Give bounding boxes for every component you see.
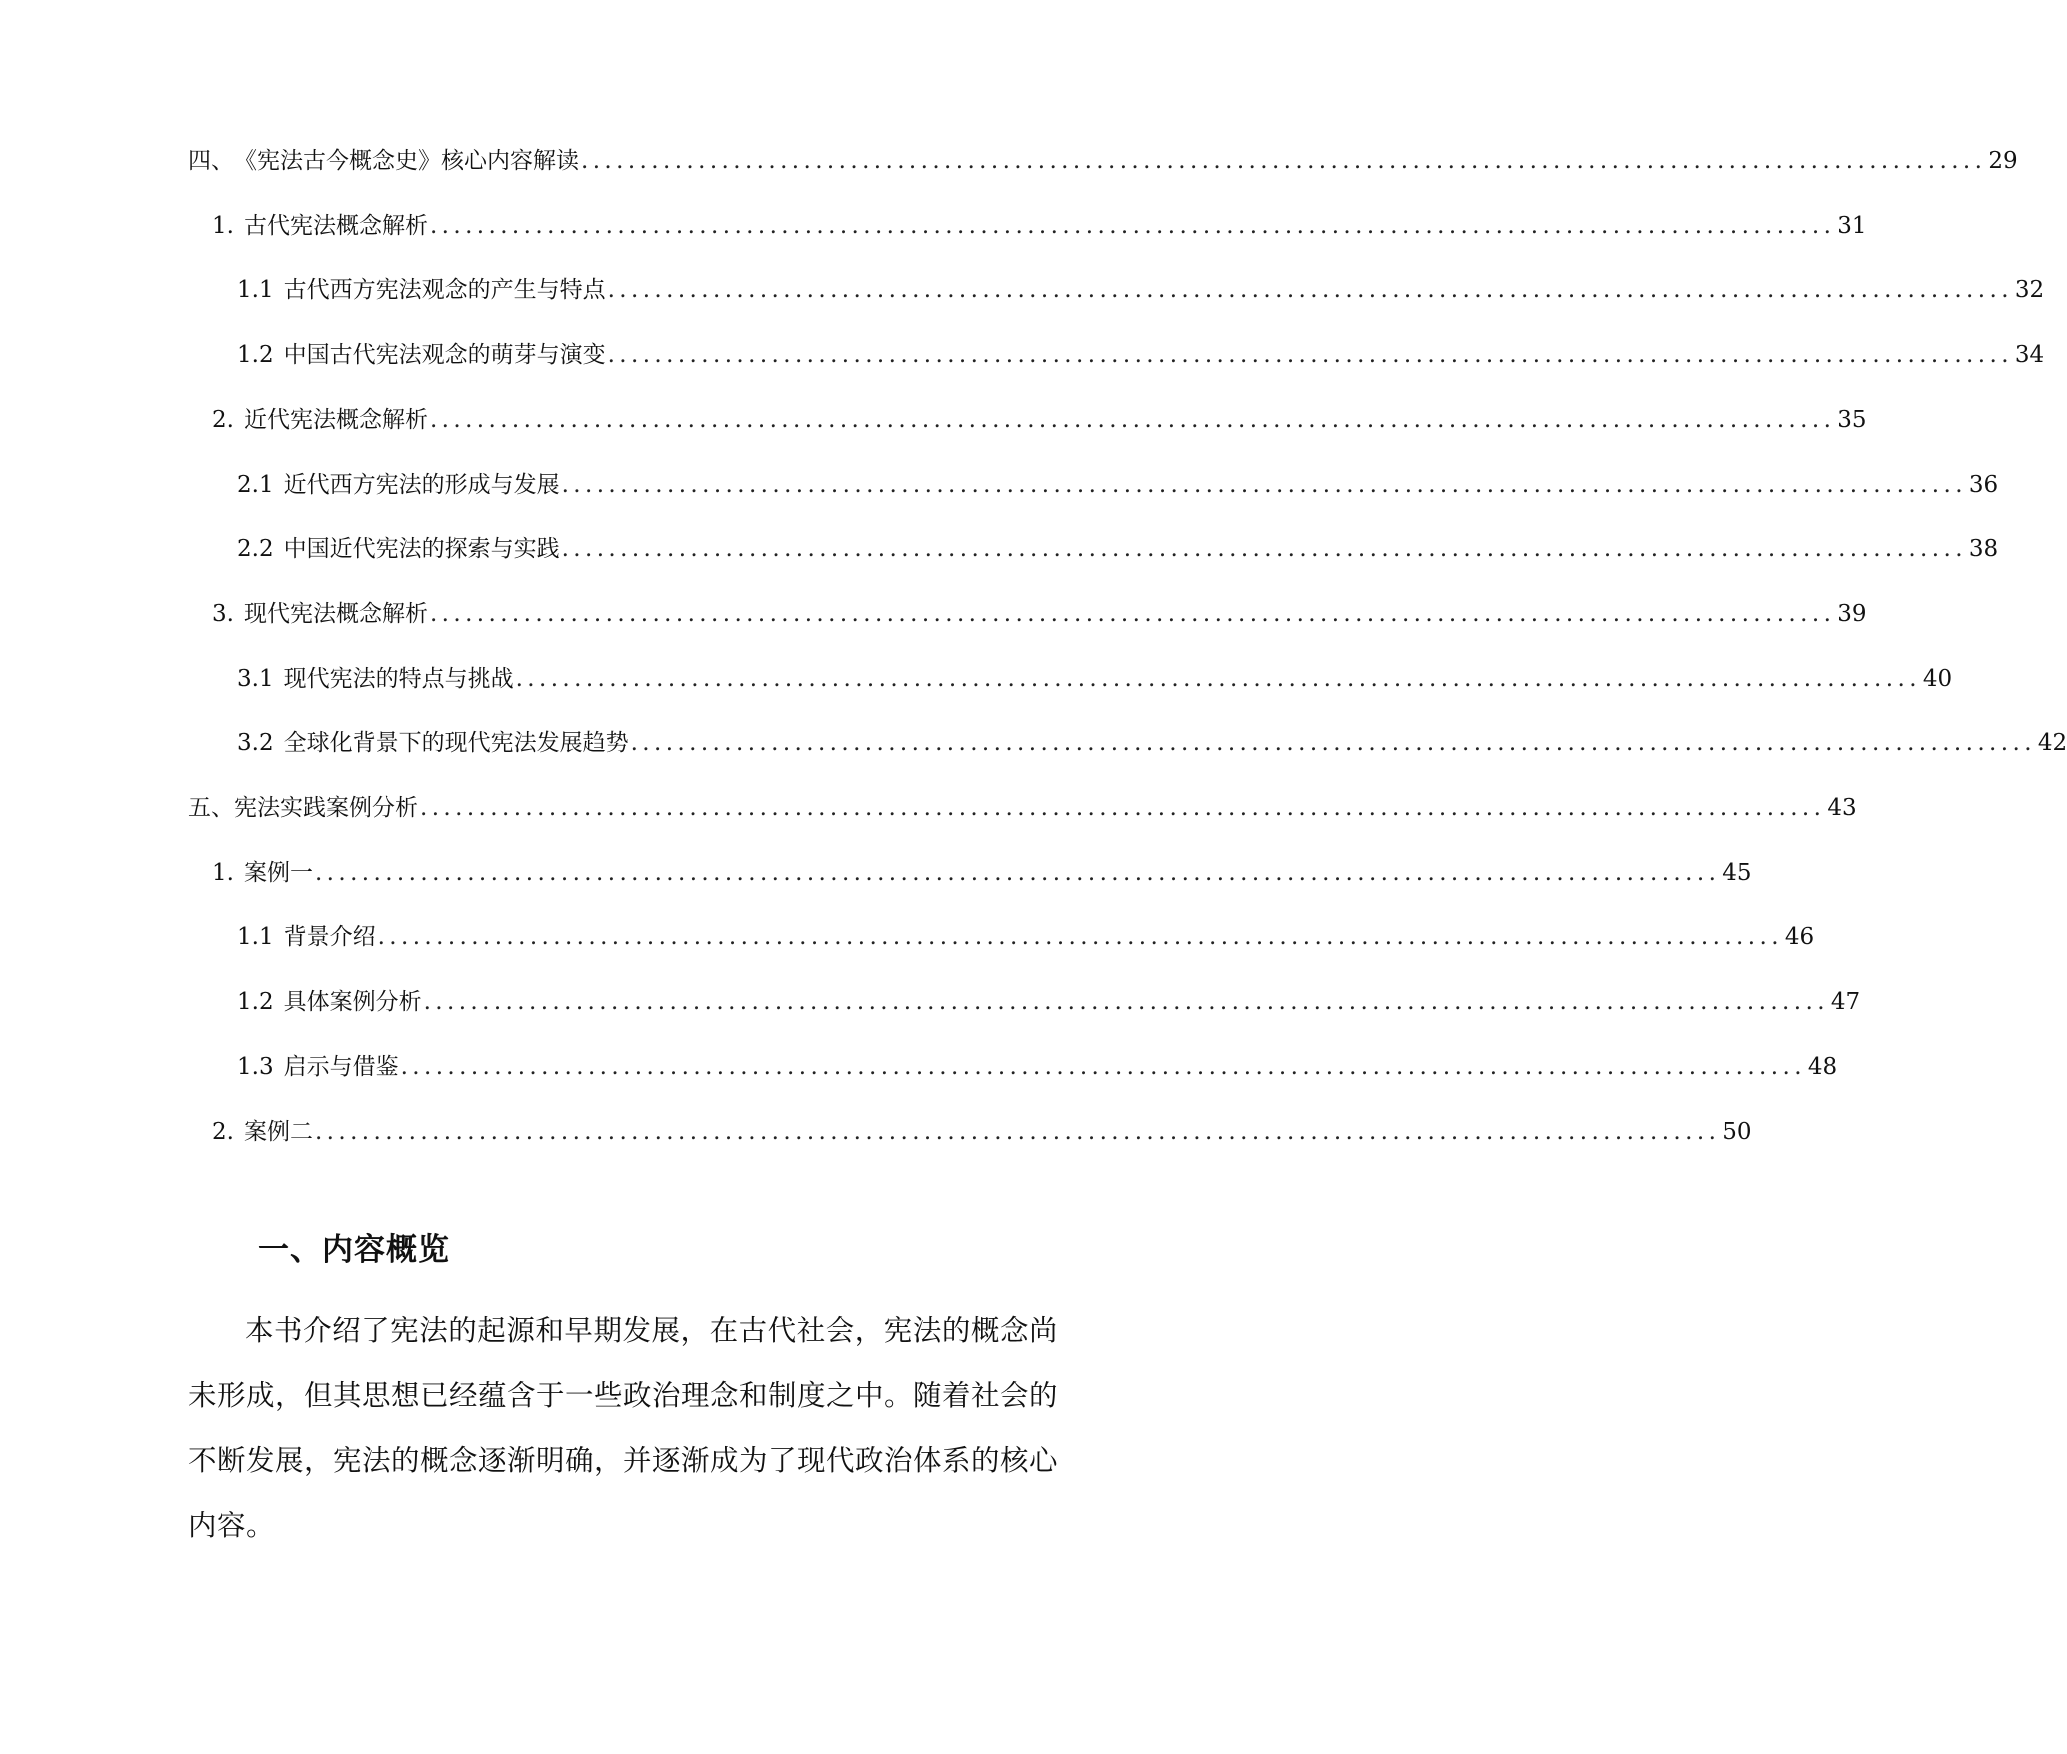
toc-dot-leader: ........................................................................................................................	[314, 860, 1721, 886]
toc-entry[interactable]	[237, 532, 1999, 564]
toc-entry-number: 3.1	[237, 666, 274, 692]
toc-entry[interactable]	[237, 273, 2045, 305]
toc-entry-number: 1.3	[237, 1054, 274, 1080]
toc-entry-title: 《宪法古今概念史》核心内容解读	[234, 148, 579, 174]
toc-entry-page: 29	[1988, 148, 2018, 174]
toc-entry[interactable]	[237, 920, 1815, 952]
toc-entry-page: 48	[1807, 1054, 1838, 1080]
toc-entry-page: 40	[1922, 666, 1953, 692]
toc-entry-page: 46	[1784, 924, 1815, 950]
section-paragraph: 本书介绍了宪法的起源和早期发展，在古代社会，宪法的概念尚未形成，但其思想已经蕴含于一些政治理念和制度之中。随着社会的不断发展，宪法的概念逐渐明确，并逐渐成为了现代政治体系的核心内容。	[188, 1314, 1059, 1542]
toc-entry-number: 1.	[212, 860, 234, 886]
toc-entry-number: 1.2	[237, 989, 274, 1015]
toc-entry-number: 2.	[212, 1119, 234, 1145]
toc-entry[interactable]	[188, 144, 2018, 176]
toc-entry[interactable]	[212, 1115, 1752, 1147]
toc-dot-leader: ........................................................................................................................	[607, 342, 2013, 368]
toc-dot-leader: ........................................................................................................................	[561, 472, 1967, 498]
toc-entry-page: 36	[1968, 472, 1999, 498]
toc-entry-title: 中国古代宪法观念的萌芽与演变	[283, 342, 606, 368]
toc-entry-title: 中国近代宪法的探索与实践	[283, 536, 560, 562]
toc-entry-title: 近代西方宪法的形成与发展	[283, 472, 560, 498]
toc-entry[interactable]	[188, 791, 1857, 823]
toc-dot-leader: ........................................................................................................................	[314, 1119, 1721, 1145]
toc-entry[interactable]	[237, 468, 1999, 500]
toc-dot-leader: ........................................................................................................................	[429, 601, 1836, 627]
toc-entry[interactable]	[237, 662, 1953, 694]
toc-entry[interactable]	[212, 597, 1867, 629]
toc-dot-leader: ........................................................................................................................	[429, 213, 1836, 239]
toc-dot-leader: ........................................................................................................................	[561, 536, 1967, 562]
toc-entry-title: 宪法实践案例分析	[234, 795, 418, 821]
toc-entry-title: 案例二	[243, 1119, 313, 1145]
toc-dot-leader: ........................................................................................................................	[607, 277, 2013, 303]
toc-entry-title: 启示与借鉴	[283, 1054, 399, 1080]
toc-entry-title: 古代西方宪法观念的产生与特点	[283, 277, 606, 303]
toc-entry-number: 2.	[212, 407, 234, 433]
toc-entry[interactable]	[237, 1050, 1838, 1082]
toc-entry-number: 1.1	[237, 924, 274, 950]
toc-entry-title: 具体案例分析	[283, 989, 422, 1015]
toc-entry-page: 32	[2014, 277, 2045, 303]
toc-dot-leader: ........................................................................................................................	[377, 924, 1783, 950]
toc-entry-page: 38	[1968, 536, 1999, 562]
toc-entry-title: 背景介绍	[283, 924, 376, 950]
toc-entry-title: 全球化背景下的现代宪法发展趋势	[283, 730, 629, 756]
toc-entry-page: 45	[1722, 860, 1752, 886]
toc-entry-page: 34	[2014, 342, 2045, 368]
toc-entry-page: 42	[2037, 730, 2067, 756]
toc-entry-number: 1.	[212, 213, 234, 239]
toc-entry-title: 现代宪法概念解析	[243, 601, 428, 627]
toc-entry[interactable]	[212, 856, 1752, 888]
toc-entry-page: 31	[1837, 213, 1867, 239]
toc-entry-title: 案例一	[243, 860, 313, 886]
toc-entry[interactable]	[237, 338, 2045, 370]
toc-dot-leader: ........................................................................................................................	[423, 989, 1829, 1015]
toc-entry-number: 四、	[188, 148, 234, 174]
toc-entry[interactable]	[237, 985, 1861, 1017]
toc-entry-number: 1.1	[237, 277, 274, 303]
toc-entry-page: 50	[1722, 1119, 1752, 1145]
toc-dot-leader: ........................................................................................................................	[429, 407, 1836, 433]
toc-entry-number: 3.	[212, 601, 234, 627]
toc-entry-number: 3.2	[237, 730, 274, 756]
toc-dot-leader: ........................................................................................................................	[581, 148, 1987, 174]
toc-entry-page: 43	[1827, 795, 1857, 821]
toc-entry[interactable]	[237, 726, 2067, 758]
toc-entry[interactable]	[212, 403, 1867, 435]
toc-entry-page: 35	[1837, 407, 1867, 433]
toc-dot-leader: ........................................................................................................................	[420, 795, 1826, 821]
toc-entry-title: 近代宪法概念解析	[243, 407, 428, 433]
toc-entry-title: 古代宪法概念解析	[243, 213, 428, 239]
toc-entry-number: 五、	[188, 795, 234, 821]
toc-entry-title: 现代宪法的特点与挑战	[283, 666, 514, 692]
toc-dot-leader: ........................................................................................................................	[400, 1054, 1806, 1080]
toc-dot-leader: ........................................................................................................................	[630, 730, 2036, 756]
toc-entry-number: 2.1	[237, 472, 274, 498]
toc-entry[interactable]	[212, 209, 1867, 241]
toc-entry-page: 47	[1830, 989, 1861, 1015]
toc-entry-number: 1.2	[237, 342, 274, 368]
toc-entry-number: 2.2	[237, 536, 274, 562]
toc-entry-page: 39	[1837, 601, 1867, 627]
toc-dot-leader: ........................................................................................................................	[515, 666, 1921, 692]
section-heading: 一、内容概览	[258, 1232, 450, 1268]
